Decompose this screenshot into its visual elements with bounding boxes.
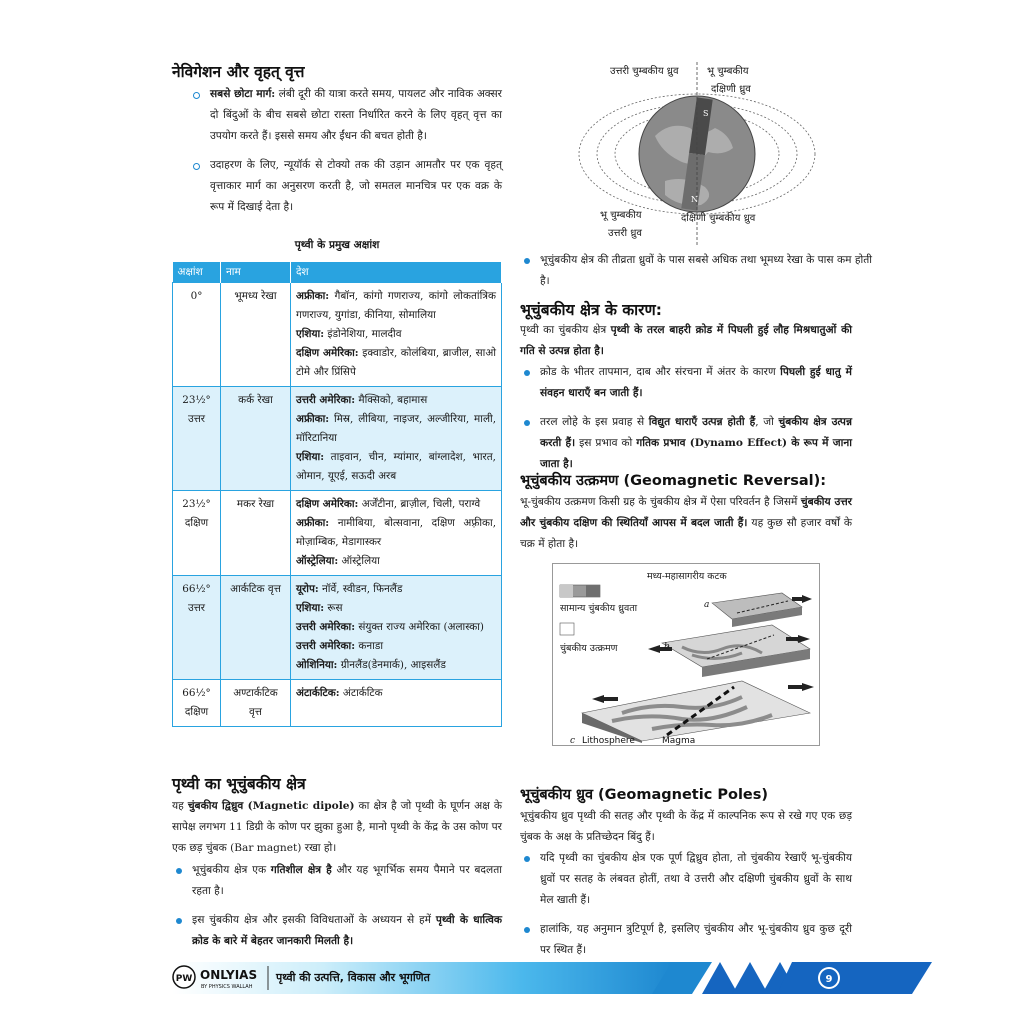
- list-item: यदि पृथ्वी का चुंबकीय क्षेत्र एक पूर्ण द्विध्रुव होता, तो चुंबकीय रेखाएँ भू-चुंबकीय ध्रुवों पर सतह के लंबवत होतीं, तथा वे उत्तरी और दक्षिणी चुंबकीय ध्रुवों के साथ मेल खाती हैं।: [520, 848, 852, 911]
- country-line: उत्तरी अमेरिका: कनाडा: [296, 640, 384, 652]
- cell-countries: [291, 387, 502, 491]
- navigation-bullets: [190, 84, 502, 218]
- list-item: [190, 84, 502, 147]
- label-geomag-north-1: भू चुम्बकीय: [600, 210, 642, 221]
- latitude-table: [172, 262, 502, 727]
- bullet-dot-icon: [524, 258, 530, 264]
- cell-name: भूमध्य रेखा: [221, 283, 291, 387]
- bullet-dot-icon: [176, 918, 182, 924]
- country-line: एशिया: इंडोनेशिया, मालदीव: [296, 328, 402, 340]
- section-title-navigation: नेविगेशन और वृहत् वृत्त: [172, 63, 305, 81]
- cell-latitude: 66½° उत्तर: [173, 576, 221, 680]
- causes-paragraph: पृथ्वी का चुंबकीय क्षेत्र पृथ्वी के तरल बाहरी क्रोड में पिघली हुई लौह मिश्रधातुओं की गति से उत्पन्न होता है।: [520, 324, 852, 357]
- label-lithosphere: Lithosphere: [582, 736, 635, 746]
- section-title-geomagnetic-field: पृथ्वी का भूचुंबकीय क्षेत्र: [172, 775, 306, 793]
- causes-bullets: [520, 362, 852, 475]
- country-line: यूरोप: नॉर्वे, स्वीडन, फिनलैंड: [296, 583, 403, 595]
- country-line: दक्षिण अमेरिका: इक्वाडोर, कोलंबिया, ब्राजील, साओ टोमे और प्रिंसिपे: [296, 347, 497, 378]
- table-row: [173, 680, 502, 727]
- country-line: अंटार्कटिक: अंटार्कटिक: [296, 687, 383, 699]
- section-title-causes: भूचुंबकीय क्षेत्र के कारण:: [520, 301, 662, 319]
- country-line: एशिया: ताइवान, चीन, म्यांमार, बांग्लादेश, भारत, ओमान, यूएई, सऊदी अरब: [296, 451, 496, 482]
- list-item: तरल लोहे के इस प्रवाह से विद्युत धाराएँ उत्पन्न होती हैं, जो चुंबकीय क्षेत्र उत्पन्न करती हैं। इस प्रभाव को गतिक प्रभाव (Dynamo Effect) के रूप में जाना जाता है।: [520, 412, 852, 475]
- bullet-dot-icon: [524, 927, 530, 933]
- cell-countries: [291, 283, 502, 387]
- geomagnetic-paragraph: यह चुंबकीय द्विध्रुव (Magnetic dipole) का क्षेत्र है जो पृथ्वी के घूर्णन अक्ष के सापेक्ष लगभग 11 डिग्री के कोण पर झुका हुआ है, मानो पृथ्वी के केंद्र के उस कोण पर एक छड़ चुंबक (Bar magnet) रखा हो।: [172, 800, 502, 854]
- label-geomag-south-2: दक्षिणी ध्रुव: [711, 84, 751, 95]
- cell-name: अण्टार्कटिक वृत्त: [221, 680, 291, 727]
- cell-name: कर्क रेखा: [221, 387, 291, 491]
- bullet-ring-icon: [193, 163, 200, 170]
- bullet-text: लंबी दूरी की यात्रा करते समय, पायलट और नाविक अक्सर दो बिंदुओं के बीच सबसे छोटा रास्ता निर्धारित करने के लिए वृहत् वृत्त का उपयोग करते हैं। इससे समय और ईंधन की बचत होती है।: [210, 88, 502, 142]
- reversal-paragraph: भू-चुंबकीय उत्क्रमण किसी ग्रह के चुंबकीय क्षेत्र में ऐसा परिवर्तन है जिसमें चुंबकीय उत्तर और चुंबकीय दक्षिण की स्थितियाँ आपस में बदल जाती हैं। यह कुछ सौ हजार वर्षों के चक्र में होता है।: [520, 496, 852, 550]
- chapter-title: पृथ्वी की उत्पत्ति, विकास और भूगणित: [276, 971, 430, 984]
- cell-countries: [291, 491, 502, 576]
- bullet-dot-icon: [524, 856, 530, 862]
- label-c: c: [570, 736, 576, 746]
- bullet-bold: सबसे छोटा मार्ग:: [210, 88, 276, 100]
- cell-latitude: 0°: [173, 283, 221, 387]
- table-row: [173, 491, 502, 576]
- list-item: [190, 155, 502, 218]
- country-line: उत्तरी अमेरिका: मैक्सिको, बहामास: [296, 394, 428, 406]
- cell-latitude: 23½° दक्षिण: [173, 491, 221, 576]
- legend-reversal-swatch: [560, 623, 574, 635]
- pw-logo-mark: PW: [175, 974, 193, 984]
- geomagnetic-bullets: [172, 860, 502, 952]
- label-normal-polarity: सामान्य चुंबकीय ध्रुवता: [560, 603, 638, 614]
- bullet-dot-icon: [176, 868, 182, 874]
- list-item: भूचुंबकीय क्षेत्र एक गतिशील क्षेत्र है और यह भूगर्भिक समय पैमाने पर बदलता रहता है।: [172, 860, 502, 902]
- cell-countries: [291, 576, 502, 680]
- section-title-geomagnetic-poles: भूचुंबकीय ध्रुव (Geomagnetic Poles): [520, 787, 769, 803]
- label-reversal: चुंबकीय उत्क्रमण: [560, 643, 618, 654]
- list-item: भूचुंबकीय क्षेत्र की तीव्रता ध्रुवों के पास सबसे अधिक तथा भूमध्य रेखा के पास कम होती है।: [520, 250, 872, 292]
- country-line: अफ्रीका: नामीबिया, बोत्सवाना, दक्षिण अफ़्रीका, मोज़ाम्बिक, मेडागास्कर: [296, 517, 496, 548]
- magnetic-field-diagram: [575, 56, 845, 246]
- bullet-dot-icon: [524, 370, 530, 376]
- header-name: नाम: [221, 262, 291, 283]
- brand-name: ONLYIAS: [200, 968, 258, 982]
- label-geomag-north-2: उत्तरी ध्रुव: [608, 228, 642, 239]
- page-number: 9: [825, 974, 833, 985]
- table-caption: पृथ्वी के प्रमुख अक्षांश: [294, 239, 380, 251]
- cell-name: आर्कटिक वृत्त: [221, 576, 291, 680]
- section-title-reversal: भूचुंबकीय उत्क्रमण (Geomagnetic Reversal):: [520, 473, 827, 489]
- label-geomag-south-1: भू चुम्बकीय: [707, 66, 749, 77]
- cell-latitude: 23½° उत्तर: [173, 387, 221, 491]
- country-line: उत्तरी अमेरिका: संयुक्त राज्य अमेरिका (अलास्का): [296, 621, 484, 633]
- cell-countries: [291, 680, 502, 727]
- poles-paragraph: भूचुंबकीय ध्रुव पृथ्वी की सतह और पृथ्वी के केंद्र में काल्पनिक रूप से रखे गए एक छड़ चुंबक के अक्ष के प्रतिच्छेदन बिंदु हैं।: [520, 810, 852, 843]
- poles-bullets: [520, 848, 852, 961]
- cell-name: मकर रेखा: [221, 491, 291, 576]
- country-line: ओशिनिया: ग्रीनलैंड(डेनमार्क), आइसलैंड: [296, 659, 446, 671]
- label-north-magnetic-pole: उत्तरी चुम्बकीय ध्रुव: [610, 66, 679, 77]
- pole-n-label: N: [691, 195, 698, 204]
- label-a: a: [704, 600, 710, 610]
- table-header-row: [173, 262, 502, 283]
- list-item: क्रोड के भीतर तापमान, दाब और संरचना में अंतर के कारण पिघली हुई धातु में संवहन धाराएँ बन जाती हैं।: [520, 362, 852, 404]
- cell-latitude: 66½° दक्षिण: [173, 680, 221, 727]
- brand-sub: BY PHYSICS WALLAH: [201, 984, 253, 990]
- header-countries: देश: [291, 262, 502, 283]
- table-row: [173, 283, 502, 387]
- country-line: ऑस्ट्रेलिया: ऑस्ट्रेलिया: [296, 555, 380, 567]
- table-row: [173, 576, 502, 680]
- country-line: एशिया: रूस: [296, 602, 343, 614]
- bullet-dot-icon: [524, 420, 530, 426]
- header-latitude: अक्षांश: [173, 262, 221, 283]
- pole-s-label: S: [703, 109, 709, 118]
- label-mid-ocean-ridge: मध्य-महासागरीय कटक: [647, 571, 727, 582]
- table-row: [173, 387, 502, 491]
- list-item: इस चुंबकीय क्षेत्र और इसकी विविधताओं के अध्ययन से हमें पृथ्वी के धात्विक क्रोड के बारे में बेहतर जानकारी मिलती है।: [172, 910, 502, 952]
- country-line: अफ्रीका: मिस्र, लीबिया, नाइजर, अल्जीरिया, माली, मॉरिटानिया: [296, 413, 496, 444]
- footer-bar: [172, 958, 952, 998]
- label-magma: Magma: [662, 736, 696, 746]
- country-line: दक्षिण अमेरिका: अर्जेंटीना, ब्राज़ील, चिली, पराग्वे: [296, 498, 481, 510]
- bullet-text: उदाहरण के लिए, न्यूयॉर्क से टोक्यो तक की उड़ान आमतौर पर एक वृहत् वृत्ताकार मार्ग का अनुसरण करती है, जो समतल मानचित्र पर एक वक्र के रूप में दिखाई देता है।: [210, 159, 502, 213]
- label-south-magnetic-pole: दक्षिणी चुम्बकीय ध्रुव: [681, 213, 756, 224]
- bullet-ring-icon: [193, 92, 200, 99]
- country-line: अफ्रीका: गैबॉन, कांगो गणराज्य, कांगो लोकतांत्रिक गणराज्य, युगांडा, कीनिया, सोमालिया: [296, 290, 496, 321]
- seafloor-spreading-diagram: [552, 563, 820, 746]
- label-b: b: [664, 642, 670, 652]
- list-item: हालांकि, यह अनुमान त्रुटिपूर्ण है, इसलिए चुंबकीय और भू-चुंबकीय ध्रुव कुछ दूरी पर स्थित हैं।: [520, 919, 852, 961]
